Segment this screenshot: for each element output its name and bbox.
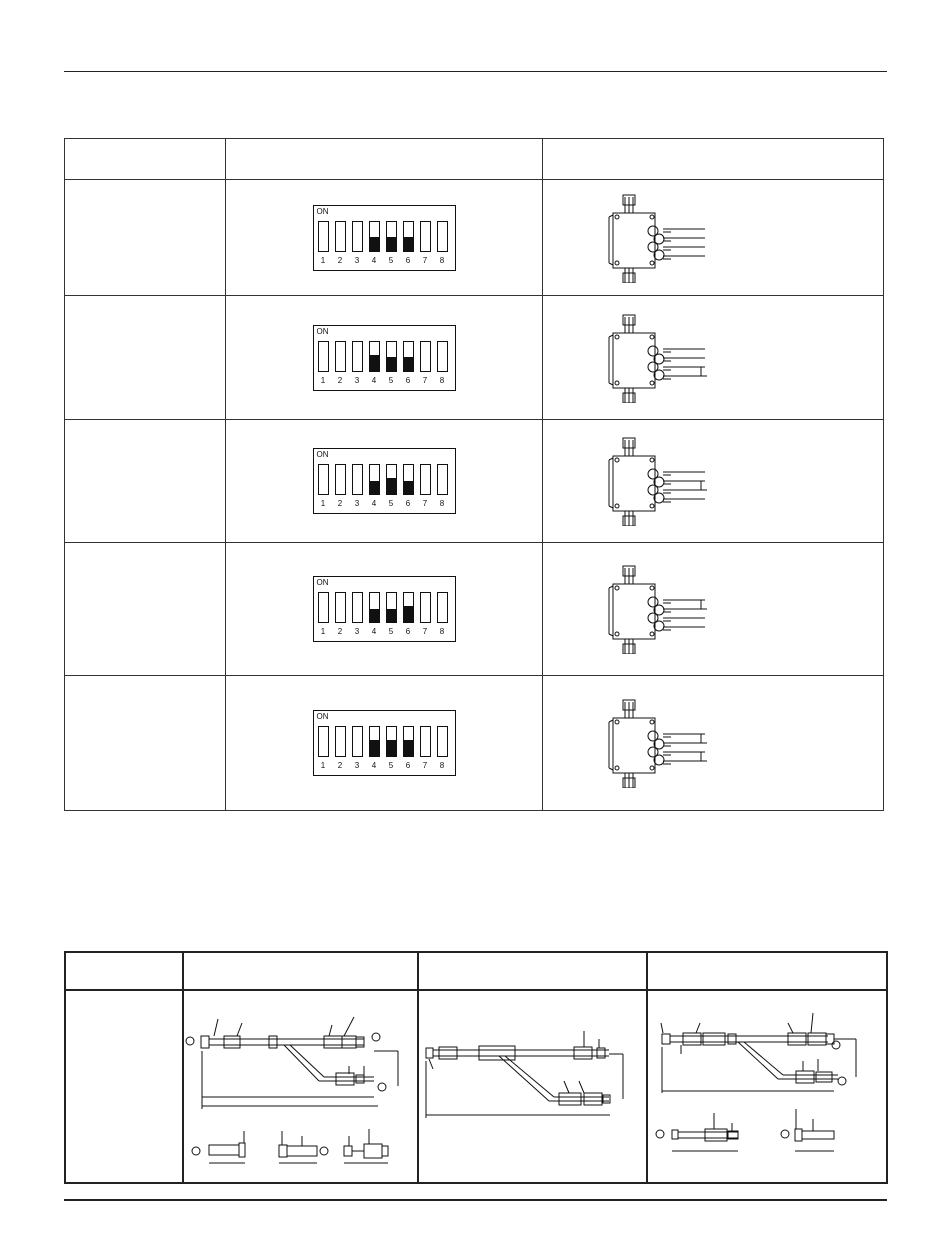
branch-pipe-diagram-3 [647, 990, 887, 1183]
row-label [65, 676, 226, 811]
switch-number: 4 [371, 255, 377, 265]
switch-number: 8 [439, 375, 445, 385]
switch-number: 4 [371, 499, 377, 508]
valve-block [613, 213, 655, 268]
switch-number: 6 [405, 499, 411, 508]
switch-slot-1 [318, 592, 329, 623]
dip-switch [313, 325, 456, 391]
switch-number: 7 [422, 375, 428, 385]
switch-slot-1 [318, 341, 329, 372]
row-label [65, 180, 226, 296]
switch-slot-2 [335, 592, 346, 623]
switch-number: 5 [388, 627, 394, 636]
switch-slot-8 [437, 464, 448, 495]
switch-slot-8 [437, 726, 448, 757]
switch-slot-3 [352, 726, 363, 757]
switch-slot-4 [369, 221, 380, 252]
top-rule [64, 71, 887, 72]
switch-lever [370, 355, 379, 371]
dip-switch-cell [226, 420, 543, 543]
switch-lever [387, 478, 396, 494]
dip-switch-cell [226, 296, 543, 420]
switch-slot-3 [352, 221, 363, 252]
on-label: ON [316, 578, 329, 587]
switch-number: 4 [371, 627, 377, 636]
switch-number: 6 [405, 761, 411, 770]
switch-lever [387, 357, 396, 370]
pipe-kit-table [64, 951, 888, 1184]
switch-number: 5 [388, 375, 394, 385]
switch-slot-6 [403, 726, 414, 757]
switch-number: 3 [354, 375, 360, 385]
table-row [65, 543, 884, 676]
switch-slot-1 [318, 726, 329, 757]
switch-number: 1 [320, 761, 326, 770]
switch-slot-8 [437, 341, 448, 372]
header-cell [418, 952, 647, 990]
on-label: ON [316, 450, 329, 459]
wiring-cell [543, 420, 884, 543]
switch-slot-1 [318, 464, 329, 495]
table-row [65, 296, 884, 420]
valve-block [613, 718, 655, 773]
switch-number: 6 [405, 375, 411, 385]
table-row [65, 990, 887, 1183]
switch-slot-1 [318, 221, 329, 252]
switch-slot-8 [437, 221, 448, 252]
dip-switch [313, 710, 456, 776]
switch-number: 3 [354, 761, 360, 770]
switch-number: 8 [439, 627, 445, 636]
switch-slot-3 [352, 592, 363, 623]
table-header-row [65, 952, 887, 990]
branch-pipe-drawing [419, 991, 648, 1181]
switch-slot-6 [403, 341, 414, 372]
valve-block [613, 333, 655, 388]
switch-number: 2 [337, 255, 343, 265]
switch-slot-6 [403, 464, 414, 495]
switch-number: 1 [320, 255, 326, 265]
switch-slot-6 [403, 592, 414, 623]
branch-pipe-diagram-2 [418, 990, 647, 1183]
switch-lever [404, 606, 413, 622]
switch-number: 1 [320, 375, 326, 385]
switch-slot-7 [420, 221, 431, 252]
dip-switch-cell [226, 676, 543, 811]
switch-number: 3 [354, 627, 360, 636]
bottom-rule [64, 1199, 887, 1201]
header-cell [226, 139, 543, 180]
switch-number: 7 [422, 627, 428, 636]
wiring-diagram [605, 436, 715, 526]
switch-number: 2 [337, 761, 343, 770]
table-row [65, 420, 884, 543]
header-cell [543, 139, 884, 180]
on-label: ON [316, 326, 329, 336]
switch-lever [387, 740, 396, 756]
dip-switch [313, 576, 456, 642]
switch-number: 2 [337, 499, 343, 508]
valve-block [613, 456, 655, 511]
table-row [65, 676, 884, 811]
switch-number: 1 [320, 627, 326, 636]
branch-pipe-diagram-1 [183, 990, 418, 1183]
switch-slot-2 [335, 221, 346, 252]
switch-number: 5 [388, 255, 394, 265]
dip-switch [313, 205, 456, 271]
switch-number: 5 [388, 761, 394, 770]
switch-number: 4 [371, 375, 377, 385]
table-header-row [65, 139, 884, 180]
wiring-cell [543, 543, 884, 676]
wiring-diagram [605, 564, 715, 654]
wiring-cell [543, 180, 884, 296]
on-label: ON [316, 712, 329, 721]
switch-slot-3 [352, 464, 363, 495]
switch-lever [404, 481, 413, 494]
row-label [65, 990, 183, 1183]
switch-slot-5 [386, 726, 397, 757]
switch-lever [404, 237, 413, 250]
switch-slot-2 [335, 726, 346, 757]
switch-number: 5 [388, 499, 394, 508]
table-row [65, 180, 884, 296]
switch-slot-5 [386, 464, 397, 495]
switch-slot-2 [335, 464, 346, 495]
switch-number: 4 [371, 761, 377, 770]
wiring-diagram [605, 193, 715, 283]
dip-switch-cell [226, 180, 543, 296]
wiring-cell [543, 296, 884, 420]
switch-number: 8 [439, 499, 445, 508]
valve-block [613, 584, 655, 639]
switch-slot-7 [420, 464, 431, 495]
switch-slot-2 [335, 341, 346, 372]
switch-slot-5 [386, 341, 397, 372]
switch-lever [404, 740, 413, 756]
switch-lever [370, 481, 379, 494]
switch-number: 6 [405, 627, 411, 636]
branch-pipe-drawing [184, 991, 419, 1181]
switch-slot-5 [386, 221, 397, 252]
switch-lever [387, 609, 396, 622]
switch-number: 1 [320, 499, 326, 508]
branch-pipe-drawing [648, 991, 888, 1181]
header-cell [65, 952, 183, 990]
switch-lever [404, 357, 413, 370]
switch-lever [370, 740, 379, 756]
switch-number: 8 [439, 255, 445, 265]
switch-slot-7 [420, 592, 431, 623]
switch-number: 2 [337, 375, 343, 385]
wiring-diagram [605, 698, 715, 788]
header-cell [65, 139, 226, 180]
switch-slot-4 [369, 726, 380, 757]
switch-number: 6 [405, 255, 411, 265]
switch-slot-7 [420, 726, 431, 757]
wiring-cell [543, 676, 884, 811]
row-label [65, 420, 226, 543]
row-label [65, 543, 226, 676]
dip-switch-cell [226, 543, 543, 676]
switch-slot-6 [403, 221, 414, 252]
switch-slot-4 [369, 592, 380, 623]
switch-slot-8 [437, 592, 448, 623]
switch-number: 7 [422, 499, 428, 508]
switch-lever [370, 609, 379, 622]
switch-number: 2 [337, 627, 343, 636]
wiring-diagram [605, 313, 715, 403]
switch-slot-4 [369, 341, 380, 372]
dip-switch [313, 448, 456, 514]
dip-switch-table [64, 138, 884, 811]
on-label: ON [316, 206, 329, 216]
switch-lever [387, 237, 396, 250]
switch-number: 8 [439, 761, 445, 770]
switch-slot-7 [420, 341, 431, 372]
switch-number: 3 [354, 255, 360, 265]
switch-number: 7 [422, 255, 428, 265]
switch-slot-4 [369, 464, 380, 495]
switch-lever [370, 237, 379, 250]
switch-slot-3 [352, 341, 363, 372]
row-label [65, 296, 226, 420]
switch-number: 3 [354, 499, 360, 508]
header-cell [183, 952, 418, 990]
switch-number: 7 [422, 761, 428, 770]
switch-slot-5 [386, 592, 397, 623]
header-cell [647, 952, 887, 990]
